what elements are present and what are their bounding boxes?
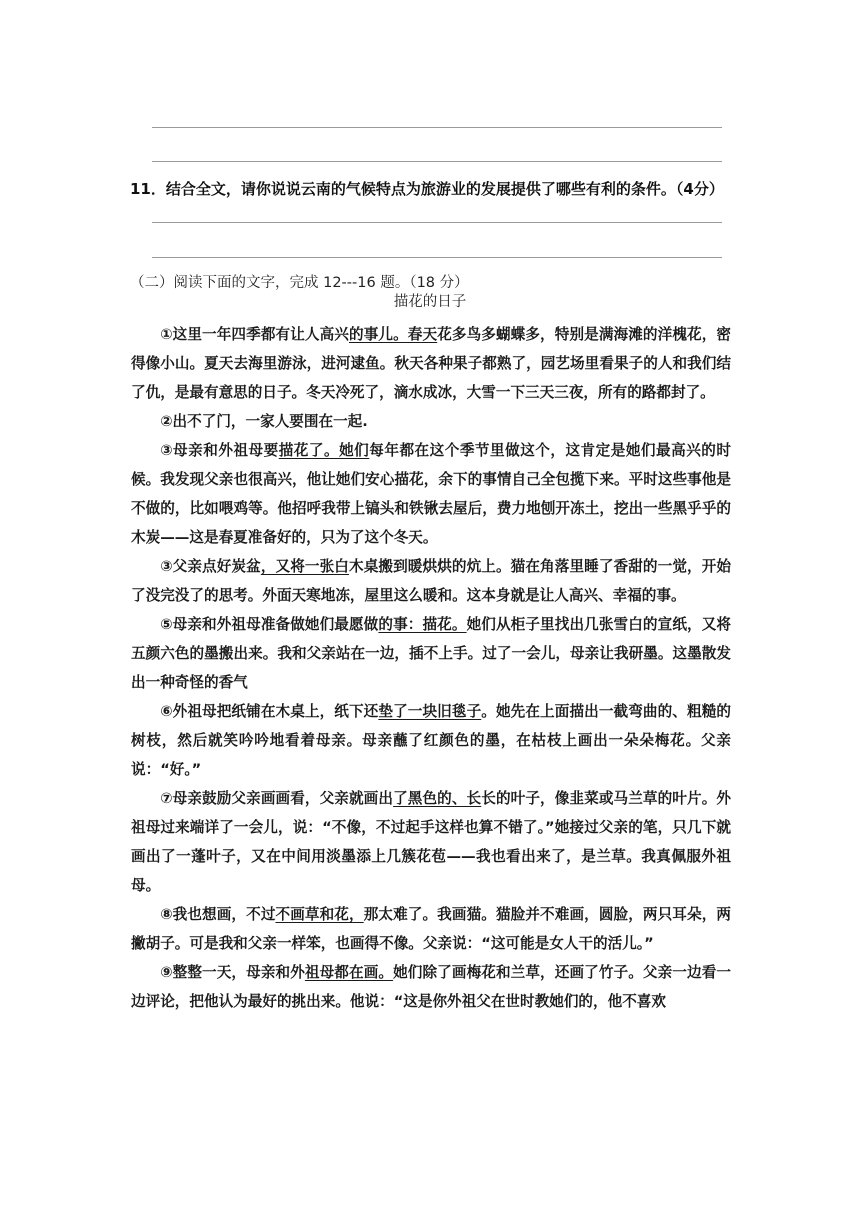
text-run: 每年都在这个季节里做这个，这肯定是她们最高兴的时候。我发现父亲也很高兴，他让她们安心描花，余下的事情自己全包揽下来。平时这些事他是不做的，比如喂鸡等。他招呼我带上镐头和铁锹去屋后，费力地刨开冻土，挖出一些黑乎乎的木炭——这是春夏准备好的，只为了这个冬天。 bbox=[131, 442, 731, 546]
text-run: ⑦母亲鼓励父亲画画看，父亲就画出 bbox=[160, 790, 394, 807]
text-run: ⑨整整一天，母亲和外 bbox=[160, 964, 305, 981]
text-run: ③母亲和外祖母要 bbox=[160, 442, 279, 459]
answer-line-1 bbox=[152, 127, 722, 128]
paragraph bbox=[131, 784, 731, 900]
text-run: ③父亲点好炭盆 bbox=[160, 558, 261, 575]
underlined-phrase: 的事：描花。 bbox=[378, 616, 467, 633]
underlined-phrase: 垫了一块旧毯子 bbox=[378, 703, 482, 720]
article-body bbox=[131, 320, 731, 1016]
text-run: 她们除了画梅花和兰草，还画了竹子。父亲一边看一边评论，把他认为最好的挑出来。他说：“这是你外祖父在世时教她们的，他不喜欢 bbox=[131, 964, 731, 1010]
text-run: ①这里一年四季都有让人高兴 bbox=[160, 326, 349, 343]
paragraph bbox=[131, 610, 731, 697]
paragraph bbox=[131, 552, 731, 610]
text-run: ②出不了门，一家人要围在一起. bbox=[160, 413, 368, 430]
underlined-phrase: 的事儿。春天 bbox=[349, 326, 438, 343]
paragraph bbox=[131, 436, 731, 552]
paragraph bbox=[131, 697, 731, 784]
underlined-phrase: 了黑色的、长 bbox=[393, 790, 482, 807]
question-11: 11．结合全文，请你说说云南的气候特点为旅游业的发展提供了哪些有利的条件。（4分） bbox=[130, 180, 724, 198]
text-run: 花多鸟多蝴蝶多，特别是满海滩的洋槐花，密得像小山。夏天去海里游泳，进河逮鱼。秋天各种果子都熟了，园艺场里看果子的人和我们结了仇，是最有意思的日子。冬天冷死了，滴水成冰，大雪一下三天三夜，所有的路都封了。 bbox=[131, 326, 731, 401]
underlined-phrase: 描花了。她们 bbox=[278, 442, 370, 459]
text-run: 那太难了。我画猫。猫脸并不难画，圆脸，两只耳朵，两撇胡子。可是我和父亲一样笨，也画得不像。父亲说：“这可能是女人干的活儿。” bbox=[131, 906, 731, 952]
text-run: 她们从柜子里找出几张雪白的宣纸，又将五颜六色的墨搬出来。我和父亲站在一边，插不上手。过了一会儿，母亲让我研墨。这墨散发出一种奇怪的香气 bbox=[131, 616, 731, 691]
answer-line-3 bbox=[152, 222, 722, 223]
text-run: ⑥外祖母把纸铺在木桌上，纸下还 bbox=[160, 703, 379, 720]
underlined-phrase: 祖母都在画。 bbox=[304, 964, 394, 981]
underlined-phrase: 不画草和花， bbox=[275, 906, 364, 923]
text-run: ⑤母亲和外祖母准备做她们最愿做 bbox=[160, 616, 379, 633]
paragraph bbox=[131, 407, 731, 436]
section-heading: （二）阅读下面的文字，完成 12---16 题。（18 分） bbox=[130, 275, 469, 291]
text-run: ⑧我也想画，不过 bbox=[160, 906, 276, 923]
text-run: 木桌搬到暖烘烘的炕上。猫在角落里睡了香甜的一觉，开始了没完没了的思考。外面天寒地冻，屋里这么暖和。这本身就是让人高兴、幸福的事。 bbox=[131, 558, 731, 604]
underlined-phrase: ，又将一张白 bbox=[260, 558, 350, 575]
answer-line-4 bbox=[152, 257, 722, 258]
text-run: 。她先在上面描出一截弯曲的、粗糙的树枝，然后就笑吟吟地看着母亲。母亲蘸了红颜色的墨，在枯枝上画出一朵朵梅花。父亲说：“好。” bbox=[131, 703, 731, 778]
paragraph bbox=[131, 900, 731, 958]
text-run: 长的叶子，像韭菜或马兰草的叶片。外祖母过来端详了一会儿，说：“不像，不过起手这样也算不错了。”她接过父亲的笔，只几下就画出了一蓬叶子，又在中间用淡墨添上几簇花苞——我也看出来了，是兰草。我真佩服外祖母。 bbox=[131, 790, 731, 894]
answer-line-2 bbox=[152, 161, 722, 162]
paragraph bbox=[131, 320, 731, 407]
paragraph bbox=[131, 958, 731, 1016]
article-title: 描花的日子 bbox=[393, 294, 467, 310]
